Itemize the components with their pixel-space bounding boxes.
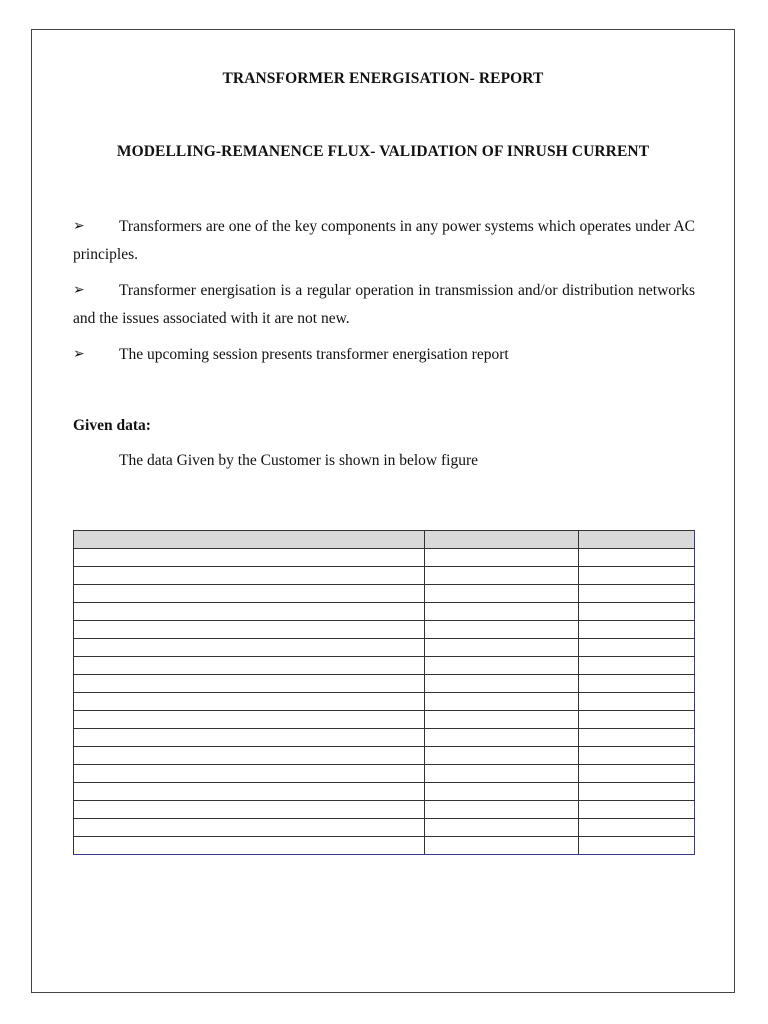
table-row bbox=[74, 747, 695, 765]
table-cell bbox=[579, 819, 695, 837]
given-data-description: The data Given by the Customer is shown in below figure bbox=[119, 452, 479, 469]
table-cell bbox=[74, 819, 425, 837]
arrow-bullet-icon: ➢ bbox=[73, 219, 85, 234]
table-cell bbox=[74, 603, 425, 621]
table-row bbox=[74, 603, 695, 621]
table-header-cell bbox=[425, 531, 579, 549]
table-row bbox=[74, 693, 695, 711]
given-data-heading: Given data: bbox=[73, 417, 151, 434]
table-row bbox=[74, 729, 695, 747]
table-cell bbox=[425, 621, 579, 639]
customer-data-table bbox=[73, 530, 695, 855]
table-cell bbox=[74, 783, 425, 801]
table-cell bbox=[579, 729, 695, 747]
table-cell bbox=[425, 603, 579, 621]
table-cell bbox=[579, 765, 695, 783]
table-cell bbox=[579, 693, 695, 711]
table-cell bbox=[74, 657, 425, 675]
table-cell bbox=[425, 549, 579, 567]
arrow-bullet-icon: ➢ bbox=[73, 347, 85, 362]
table-header-cell bbox=[74, 531, 425, 549]
table-cell bbox=[579, 837, 695, 855]
table-row bbox=[74, 819, 695, 837]
table-cell bbox=[425, 585, 579, 603]
table-cell bbox=[579, 603, 695, 621]
bullet-text: Transformer energisation is a regular operation in transmission and/or distribution networks and the issues associated with it are not new. bbox=[73, 282, 695, 327]
table-row bbox=[74, 621, 695, 639]
table-cell bbox=[425, 567, 579, 585]
table-cell bbox=[579, 585, 695, 603]
table-cell bbox=[74, 639, 425, 657]
table-row bbox=[74, 783, 695, 801]
table-cell bbox=[425, 711, 579, 729]
table-row bbox=[74, 585, 695, 603]
arrow-bullet-icon: ➢ bbox=[73, 283, 85, 298]
table-cell bbox=[74, 837, 425, 855]
document-subtitle: MODELLING-REMANENCE FLUX- VALIDATION OF INRUSH CURRENT bbox=[116, 143, 650, 160]
table-cell bbox=[579, 801, 695, 819]
table-row bbox=[74, 567, 695, 585]
table-cell bbox=[425, 639, 579, 657]
table-cell bbox=[74, 729, 425, 747]
table-cell bbox=[579, 639, 695, 657]
table-cell bbox=[579, 567, 695, 585]
table-cell bbox=[74, 801, 425, 819]
table-cell bbox=[425, 729, 579, 747]
table-cell bbox=[74, 747, 425, 765]
table-cell bbox=[425, 783, 579, 801]
table-cell bbox=[74, 675, 425, 693]
table-cell bbox=[74, 549, 425, 567]
table-cell bbox=[74, 621, 425, 639]
table-cell bbox=[425, 693, 579, 711]
bullet-text: The upcoming session presents transformer energisation report bbox=[119, 346, 509, 363]
table-cell bbox=[579, 747, 695, 765]
table-row bbox=[74, 765, 695, 783]
table-row bbox=[74, 657, 695, 675]
table-cell bbox=[425, 657, 579, 675]
table-cell bbox=[425, 801, 579, 819]
table-cell bbox=[579, 621, 695, 639]
table-cell bbox=[425, 837, 579, 855]
bullet-item bbox=[73, 341, 695, 369]
table-header-cell bbox=[579, 531, 695, 549]
table-cell bbox=[579, 657, 695, 675]
table-cell bbox=[425, 675, 579, 693]
table-cell bbox=[74, 585, 425, 603]
table-cell bbox=[425, 765, 579, 783]
table-row bbox=[74, 549, 695, 567]
table-cell bbox=[74, 567, 425, 585]
table-cell bbox=[579, 675, 695, 693]
table-cell bbox=[74, 765, 425, 783]
table-cell bbox=[425, 747, 579, 765]
table-row bbox=[74, 639, 695, 657]
table-cell bbox=[579, 711, 695, 729]
table-row bbox=[74, 711, 695, 729]
table-row bbox=[74, 675, 695, 693]
table-header-row bbox=[74, 531, 695, 549]
table-cell bbox=[579, 783, 695, 801]
table-row bbox=[74, 837, 695, 855]
bullet-text: Transformers are one of the key components in any power systems which operates under AC principles. bbox=[73, 218, 695, 263]
bullet-item bbox=[73, 213, 695, 268]
document-page bbox=[31, 29, 735, 993]
table-cell bbox=[74, 711, 425, 729]
document-title: TRANSFORMER ENERGISATION- REPORT bbox=[222, 70, 544, 87]
table-cell bbox=[579, 549, 695, 567]
table-cell bbox=[425, 819, 579, 837]
bullet-item bbox=[73, 277, 695, 332]
table-row bbox=[74, 801, 695, 819]
table-cell bbox=[74, 693, 425, 711]
